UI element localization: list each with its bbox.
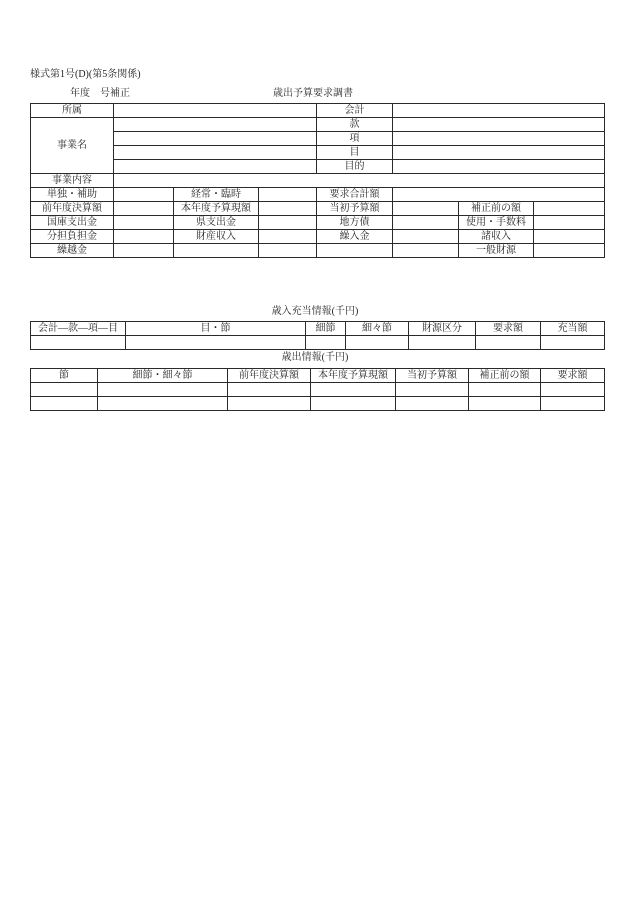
label-jigyomei: 事業名 — [31, 118, 114, 174]
label-shiyo-tesuryo: 使用・手数料 — [459, 216, 534, 230]
blank-field — [259, 216, 317, 230]
blank-field — [259, 244, 317, 258]
blank-field — [31, 397, 98, 411]
table-row — [31, 118, 605, 132]
label-kan: 款 — [317, 118, 393, 132]
blank-field — [409, 336, 476, 350]
blank-field — [259, 188, 317, 202]
blank-field — [114, 174, 605, 188]
table-row — [31, 336, 605, 350]
column-header: 会計―款―項―目 — [31, 322, 126, 336]
blank-field — [393, 104, 605, 118]
blank-field — [317, 244, 393, 258]
blank-field — [534, 230, 605, 244]
blank-field — [393, 132, 605, 146]
column-header: 財源区分 — [409, 322, 476, 336]
blank-field — [396, 383, 469, 397]
blank-field — [393, 160, 605, 174]
blank-field — [114, 188, 174, 202]
label-ken-shishutsu: 県支出金 — [174, 216, 259, 230]
column-header: 要求額 — [476, 322, 541, 336]
blank-field — [534, 202, 605, 216]
label-naiyou: 事業内容 — [31, 174, 114, 188]
label-keijo-rinji: 経常・臨時 — [174, 188, 259, 202]
blank-field — [393, 188, 605, 202]
label-tosho-yosan: 当初予算額 — [317, 202, 393, 216]
table-row — [31, 383, 605, 397]
blank-field — [534, 216, 605, 230]
revenue-section-title: 歳入充当情報(千円) — [271, 306, 359, 317]
blank-field — [346, 336, 409, 350]
label-mokuteki: 目的 — [317, 160, 393, 174]
blank-field — [311, 397, 396, 411]
table-row — [31, 397, 605, 411]
blank-field — [476, 336, 541, 350]
table-header-row — [31, 322, 605, 336]
blank-field — [259, 202, 317, 216]
label-zennendo-kessan: 前年度決算額 — [31, 202, 114, 216]
revision-label: 年度 号補正 — [70, 88, 130, 99]
blank-field — [541, 336, 605, 350]
blank-field — [114, 118, 317, 132]
column-header: 細々節 — [346, 322, 409, 336]
blank-field — [534, 244, 605, 258]
blank-field — [228, 383, 311, 397]
table-row — [31, 132, 605, 146]
column-header: 本年度予算現額 — [311, 369, 396, 383]
table-row — [31, 230, 605, 244]
label-kurikoshi: 繰越金 — [31, 244, 114, 258]
blank-field — [126, 336, 306, 350]
blank-field — [469, 383, 541, 397]
blank-field — [469, 397, 541, 411]
label-moku: 目 — [317, 146, 393, 160]
blank-field — [393, 216, 459, 230]
blank-field — [114, 216, 174, 230]
table-row — [31, 160, 605, 174]
blank-field — [114, 230, 174, 244]
column-header: 当初予算額 — [396, 369, 469, 383]
blank-field — [393, 202, 459, 216]
table-row — [31, 146, 605, 160]
column-header: 節 — [31, 369, 98, 383]
column-header: 充当額 — [541, 322, 605, 336]
blank-field — [393, 146, 605, 160]
label-tandoku-hojo: 単独・補助 — [31, 188, 114, 202]
label-yokyu-gokei: 要求合計額 — [317, 188, 393, 202]
blank-field — [98, 383, 228, 397]
column-header: 目・節 — [126, 322, 306, 336]
table-row — [31, 104, 605, 118]
blank-field — [396, 397, 469, 411]
blank-field — [541, 383, 605, 397]
blank-field — [311, 383, 396, 397]
table-header-row — [31, 369, 605, 383]
label-honnendo-yosan: 本年度予算現額 — [174, 202, 259, 216]
revenue-table — [30, 321, 605, 350]
form-id: 様式第1号(D)(第5条関係) — [30, 69, 141, 80]
label-kokko-shishutsu: 国庫支出金 — [31, 216, 114, 230]
blank-field — [228, 397, 311, 411]
table-row — [31, 174, 605, 188]
label-buntan-futan: 分担負担金 — [31, 230, 114, 244]
label-kou: 項 — [317, 132, 393, 146]
blank-field — [98, 397, 228, 411]
label-kuriire: 繰入金 — [317, 230, 393, 244]
document-title: 歳出予算要求調書 — [273, 88, 353, 99]
expenditure-section-title: 歳出情報(千円) — [281, 352, 349, 363]
blank-field — [393, 244, 459, 258]
label-shozoku: 所属 — [31, 104, 114, 118]
column-header: 細節 — [306, 322, 346, 336]
label-kaikei: 会計 — [317, 104, 393, 118]
blank-field — [306, 336, 346, 350]
blank-field — [114, 202, 174, 216]
column-header: 細節・細々節 — [98, 369, 228, 383]
budget-request-table — [30, 103, 605, 258]
expenditure-table — [30, 368, 605, 411]
blank-field — [114, 146, 317, 160]
blank-field — [541, 397, 605, 411]
blank-field — [174, 244, 259, 258]
blank-field — [31, 383, 98, 397]
label-ippan-zaigen: 一般財源 — [459, 244, 534, 258]
blank-field — [114, 104, 317, 118]
label-chihosai: 地方債 — [317, 216, 393, 230]
table-row — [31, 216, 605, 230]
label-hoseimae: 補正前の額 — [459, 202, 534, 216]
blank-field — [114, 132, 317, 146]
table-row — [31, 202, 605, 216]
blank-field — [114, 160, 317, 174]
label-sho-shunyu: 諸収入 — [459, 230, 534, 244]
column-header: 補正前の額 — [469, 369, 541, 383]
column-header: 前年度決算額 — [228, 369, 311, 383]
blank-field — [31, 336, 126, 350]
blank-field — [259, 230, 317, 244]
table-row — [31, 188, 605, 202]
blank-field — [393, 118, 605, 132]
label-zaisan-shunyu: 財産収入 — [174, 230, 259, 244]
blank-field — [114, 244, 174, 258]
blank-field — [393, 230, 459, 244]
table-row — [31, 244, 605, 258]
column-header: 要求額 — [541, 369, 605, 383]
